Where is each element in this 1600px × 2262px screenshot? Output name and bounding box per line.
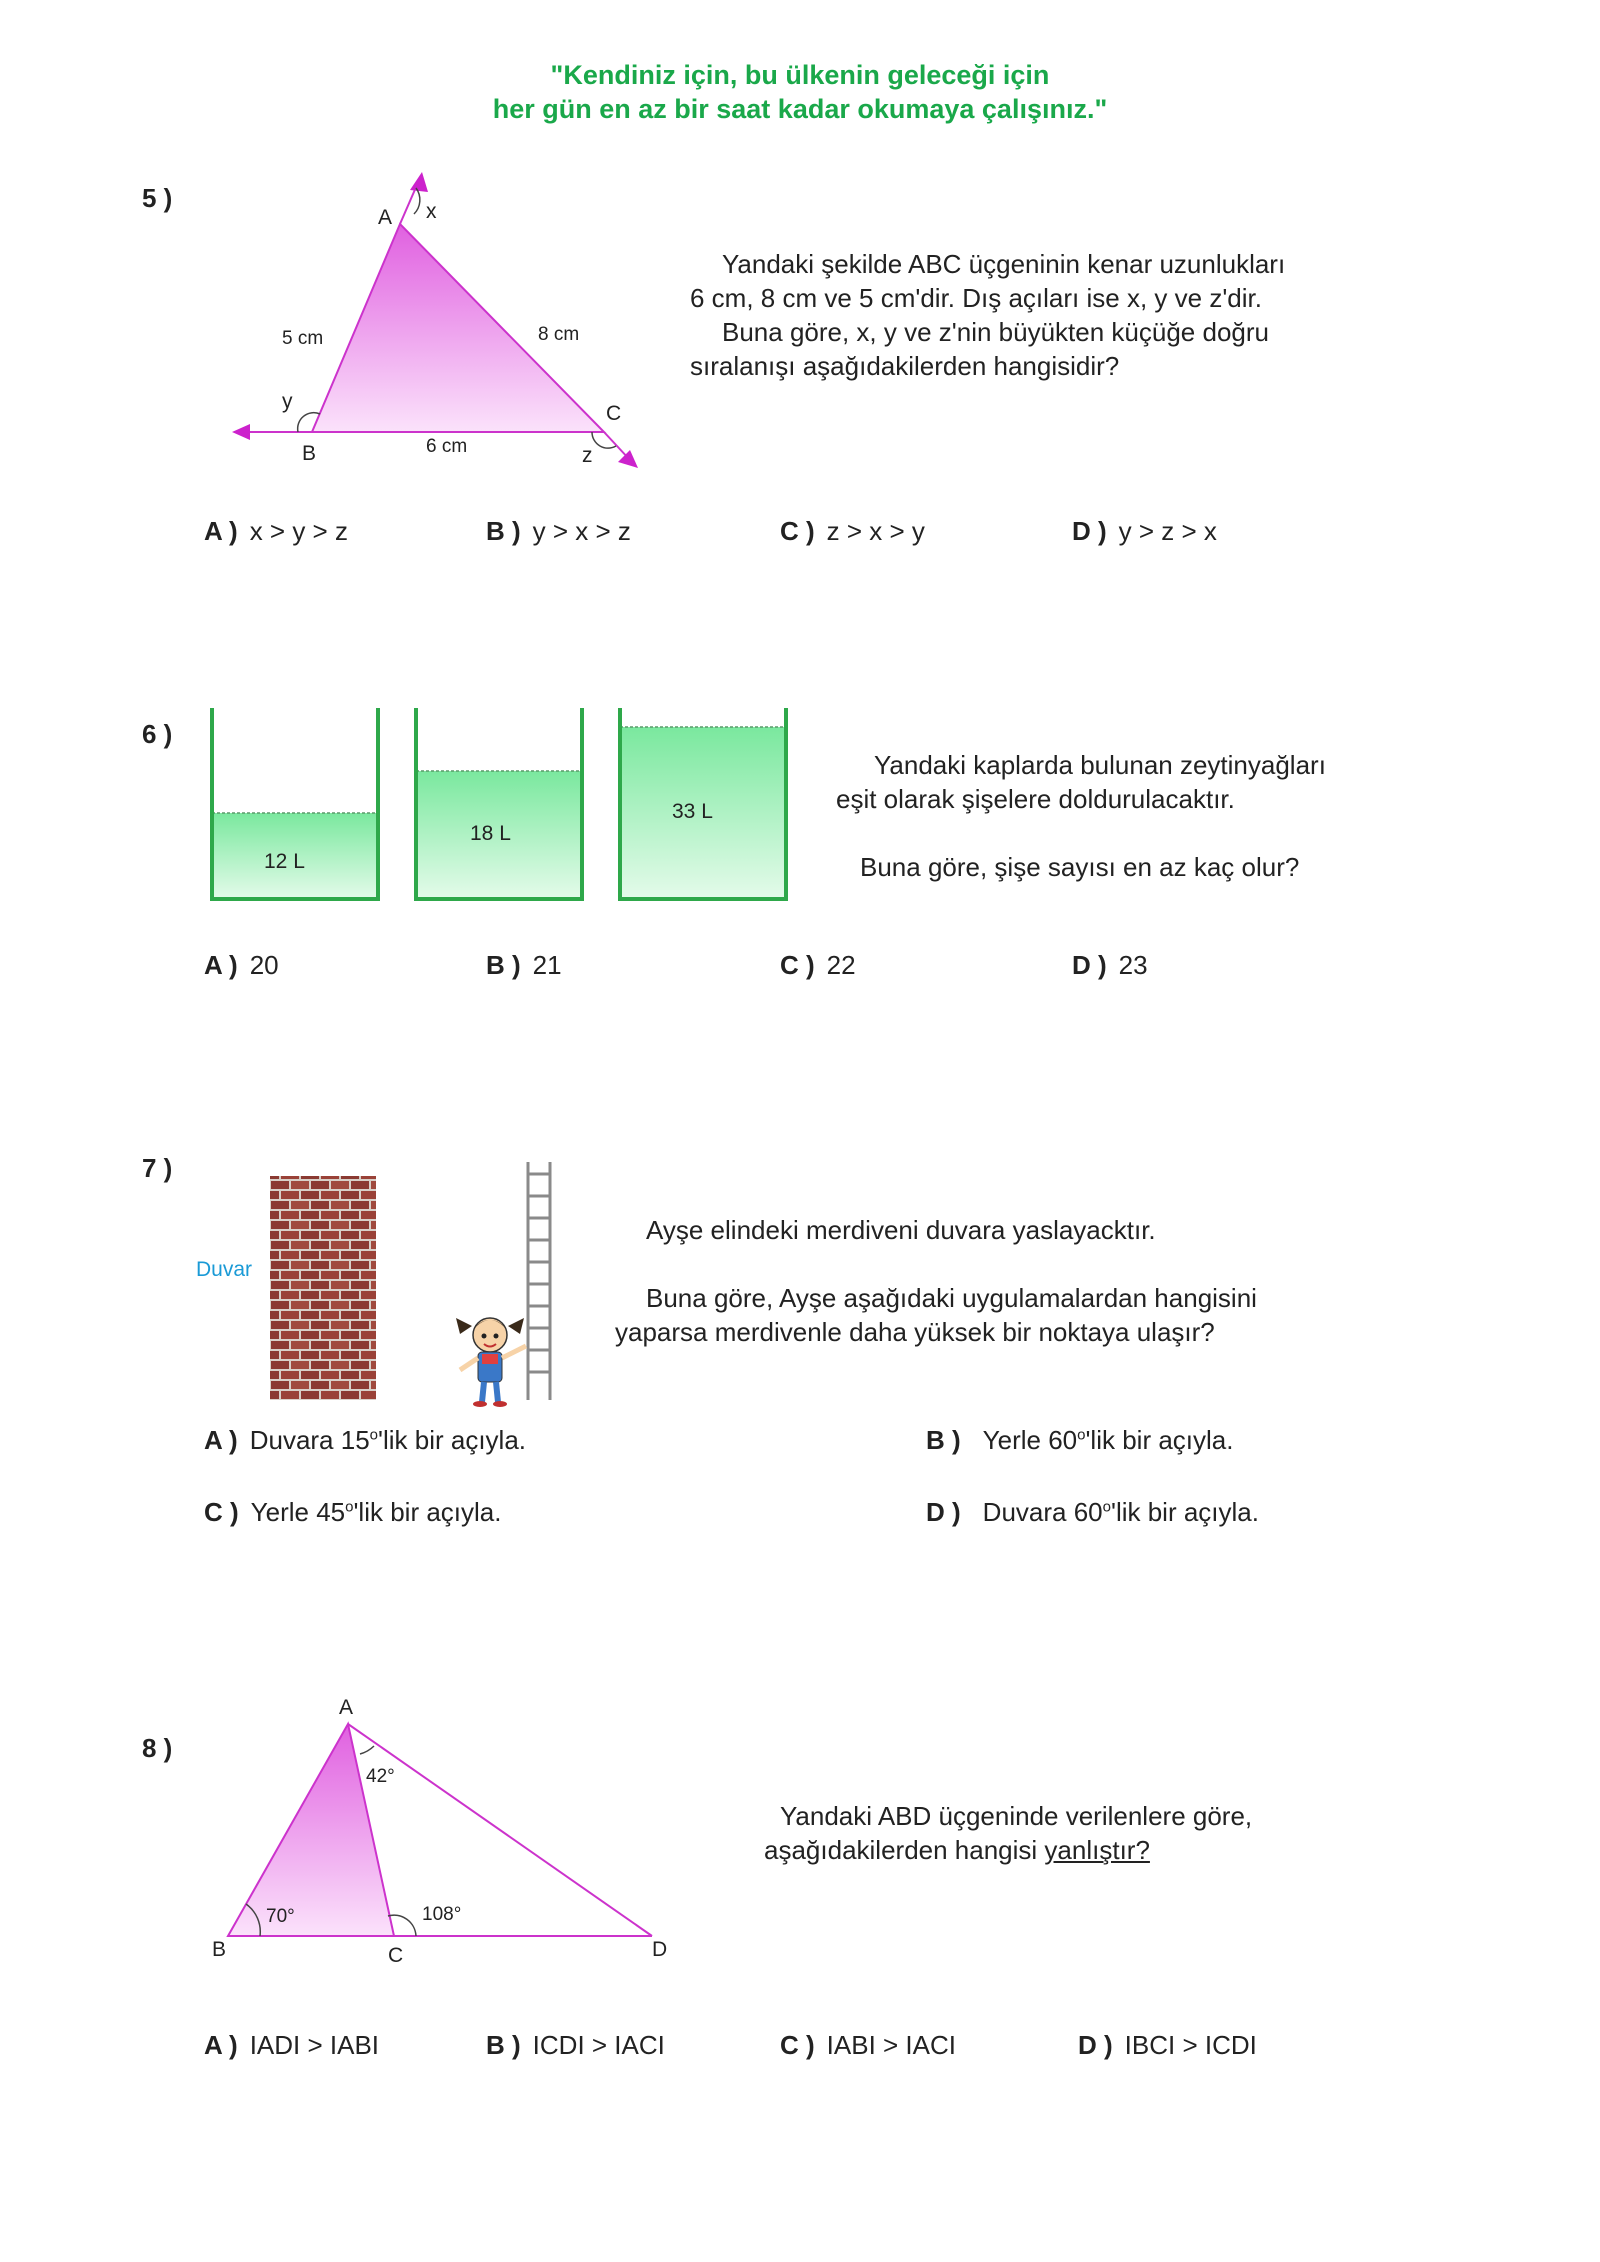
wall-label: Duvar [196, 1258, 253, 1281]
q7-text-line: Ayşe elindeki merdiveni duvara yaslayacktır. [646, 1215, 1156, 1245]
vertex-c-label: C [388, 1944, 404, 1967]
q5-text-line: 6 cm, 8 cm ve 5 cm'dir. Dış açıları ise x, y ve z'dir. [690, 283, 1262, 313]
option-text: Duvara 15 [249, 1425, 370, 1455]
angle-z-label: z [582, 444, 593, 467]
option-text: z > x > y [826, 516, 925, 546]
option-text-suffix: 'lik bir açıyla. [1085, 1425, 1234, 1455]
q7-option-a[interactable] [204, 1425, 526, 1456]
option-text: IBCI > ICDI [1124, 2030, 1257, 2060]
angle-x-label: x [426, 200, 437, 223]
container-18l [416, 708, 582, 899]
option-letter: C ) [780, 950, 815, 980]
q8-emphasis-wrong: yanlıştır? [1044, 1835, 1150, 1865]
degree-superscript: o [345, 1498, 354, 1516]
side-ac-label: 8 cm [538, 324, 580, 345]
q8-option-c[interactable] [780, 2030, 956, 2061]
q5-text-line: Yandaki şekilde ABC üçgeninin kenar uzunlukları [722, 249, 1286, 279]
ladder [528, 1162, 550, 1400]
option-text: IADI > IABI [249, 2030, 380, 2060]
container-label: 12 L [264, 850, 305, 873]
q6-option-d[interactable] [1072, 950, 1148, 981]
q7-text-line: yaparsa merdivenle daha yüksek bir noktaya ulaşır? [615, 1317, 1215, 1347]
option-letter: C ) [780, 2030, 815, 2060]
side-bc-label: 6 cm [426, 436, 468, 457]
option-letter: A ) [204, 516, 238, 546]
q5-option-c[interactable] [780, 516, 925, 547]
q7-text-line: Buna göre, Ayşe aşağıdaki uygulamalardan hangisini [646, 1283, 1257, 1313]
option-letter: C ) [780, 516, 815, 546]
q6-text-line: Buna göre, şişe sayısı en az kaç olur? [860, 852, 1300, 882]
option-letter: B ) [486, 2030, 521, 2060]
option-text: x > y > z [249, 516, 348, 546]
question-5-number: 5 ) [142, 183, 173, 213]
angle-a-label: 42° [366, 1766, 395, 1787]
option-letter: A ) [204, 2030, 238, 2060]
q7-option-b[interactable] [926, 1425, 1233, 1456]
container-12l [212, 708, 378, 899]
quote-line-2: her gün en az bir saat kadar okumaya çalışınız." [492, 94, 1108, 124]
q8-text-line [764, 1833, 1384, 1867]
option-text: 23 [1118, 950, 1148, 980]
q5-text-line: Buna göre, x, y ve z'nin büyükten küçüğe doğru [722, 317, 1269, 347]
q7-wall-ladder-figure [260, 1150, 580, 1410]
option-text-suffix: 'lik bir açıyla. [1110, 1497, 1259, 1527]
question-8-number: 8 ) [142, 1733, 173, 1763]
q7-option-d[interactable] [926, 1497, 1259, 1528]
container-33l [620, 708, 786, 899]
option-text: 21 [532, 950, 562, 980]
q5-text-line: sıralanışı aşağıdakilerden hangisidir? [690, 351, 1120, 381]
option-text: ICDI > IACI [532, 2030, 665, 2060]
vertex-a-label: A [378, 206, 393, 229]
q8-text-part: aşağıdakilerden hangisi [764, 1835, 1045, 1865]
q6-option-a[interactable] [204, 950, 279, 981]
angle-b-label: 70° [266, 1906, 295, 1927]
option-letter: D ) [1078, 2030, 1113, 2060]
option-letter: D ) [1072, 516, 1107, 546]
brick-wall [270, 1176, 376, 1400]
option-letter: B ) [486, 950, 521, 980]
q6-text [836, 748, 1396, 884]
vertex-c-label: C [606, 402, 622, 425]
vertex-d-label: D [652, 1938, 668, 1961]
q5-option-a[interactable] [204, 516, 348, 547]
option-letter: B ) [486, 516, 521, 546]
arrow-left-icon [232, 424, 250, 440]
question-6-number: 6 ) [142, 719, 173, 749]
q5-option-b[interactable] [486, 516, 631, 547]
arrow-down-right-icon [618, 450, 638, 468]
q7-text [615, 1213, 1335, 1349]
q8-text-line: Yandaki ABD üçgeninde verilenlere göre, [780, 1801, 1253, 1831]
option-text: Yerle 60 [982, 1425, 1078, 1455]
q6-option-c[interactable] [780, 950, 856, 981]
q8-triangle-figure [200, 1690, 680, 1970]
degree-superscript: o [369, 1426, 379, 1444]
q8-option-d[interactable] [1078, 2030, 1257, 2061]
option-text: y > z > x [1118, 516, 1217, 546]
option-text: y > x > z [532, 516, 631, 546]
angle-y-label: y [282, 390, 293, 413]
option-text: Yerle 45 [250, 1497, 346, 1527]
q5-triangle-figure [220, 170, 660, 480]
option-letter: D ) [1072, 950, 1107, 980]
option-letter: A ) [204, 950, 238, 980]
q7-option-c[interactable] [204, 1497, 501, 1528]
option-text: IABI > IACI [826, 2030, 956, 2060]
degree-superscript: o [1077, 1426, 1086, 1444]
container-label: 18 L [470, 822, 511, 845]
q8-option-b[interactable] [486, 2030, 665, 2061]
arrow-up-icon [410, 172, 428, 192]
q6-text-line: eşit olarak şişelere doldurulacaktır. [836, 784, 1235, 814]
option-text: 22 [826, 950, 856, 980]
option-letter: B ) [926, 1425, 961, 1455]
quote-line-1: "Kendiniz için, bu ülkenin geleceği için [550, 60, 1050, 90]
q6-option-b[interactable] [486, 950, 562, 981]
vertex-b-label: B [302, 442, 317, 465]
side-ab-label: 5 cm [282, 328, 324, 349]
container-label: 33 L [672, 800, 713, 823]
option-text: 20 [249, 950, 279, 980]
question-7-number: 7 ) [142, 1153, 173, 1183]
q8-option-a[interactable] [204, 2030, 379, 2061]
angle-c-label: 108° [422, 1904, 462, 1925]
q6-text-line: Yandaki kaplarda bulunan zeytinyağları [874, 750, 1326, 780]
triangle-abc-filled [228, 1724, 394, 1936]
q5-text [690, 247, 1310, 383]
option-letter: C ) [204, 1497, 239, 1527]
option-letter: D ) [926, 1497, 961, 1527]
option-text: Duvara 60 [982, 1497, 1103, 1527]
degree-superscript: o [1102, 1498, 1111, 1516]
q8-text [764, 1799, 1384, 1867]
option-text-suffix: 'lik bir açıyla. [353, 1497, 502, 1527]
option-letter: A ) [204, 1425, 238, 1455]
option-text-suffix: 'lik bir açıyla. [378, 1425, 527, 1455]
q6-containers-figure [200, 700, 800, 910]
q5-option-d[interactable] [1072, 516, 1217, 547]
vertex-a-label: A [339, 1696, 354, 1719]
vertex-b-label: B [212, 1938, 227, 1961]
girl-illustration [456, 1318, 526, 1407]
